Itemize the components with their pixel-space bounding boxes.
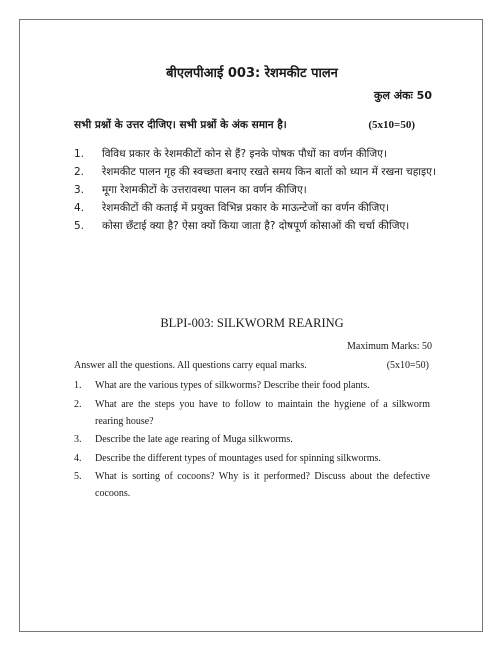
hindi-question [74, 219, 436, 234]
hindi-instructions: सभी प्रश्नों के उत्तर दीजिए। सभी प्रश्नों के अंक समान है। [74, 119, 287, 131]
english-instructions: Answer all the questions. All questions carry equal marks. [74, 360, 307, 371]
question-text: विविध प्रकार के रेशमकीटों कोन से हैं? इनके पोषक पौधों का वर्णन कीजिए। [102, 148, 387, 160]
hindi-question-list [74, 147, 436, 237]
question-number: 2. [74, 398, 82, 410]
english-question [74, 396, 430, 430]
question-text: What is sorting of cocoons? Why is it performed? Discuss about the defective cocoons. [95, 471, 430, 499]
question-text: रेशमकीटों की कताई में प्रयुक्त विभिन्न प्रकार के माऊन्टेजों का वर्णन कीजिए। [102, 202, 390, 214]
question-text: Describe the late age rearing of Muga silkworms. [95, 434, 293, 445]
question-text: What are the various types of silkworms? Describe their food plants. [95, 380, 370, 391]
hindi-question [74, 147, 436, 162]
english-question-list [74, 377, 430, 504]
question-number: 1. [74, 148, 85, 160]
question-text: Describe the different types of mountages used for spinning silkworms. [95, 452, 381, 464]
english-question [74, 450, 430, 467]
question-number: 5. [74, 220, 85, 232]
question-number: 4. [74, 452, 82, 464]
question-number: 3. [74, 184, 85, 196]
hindi-question [74, 165, 436, 180]
english-question [74, 431, 430, 448]
question-number: 2. [74, 166, 85, 178]
hindi-instructions-marks: (5x10=50) [368, 119, 415, 131]
english-max-marks: Maximum Marks: 50 [347, 341, 432, 352]
question-number: 1. [74, 380, 82, 391]
question-number: 5. [74, 471, 82, 482]
question-text: रेशमकीट पालन गृह की स्वच्छता बनाए रखते समय किन बातों को ध्यान में रखना चहाइए। [102, 166, 436, 178]
english-question [74, 468, 430, 502]
english-title: BLPI-003: SILKWORM REARING [160, 316, 344, 330]
hindi-question [74, 201, 436, 216]
english-instructions-marks: (5x10=50) [386, 360, 429, 371]
question-text: मूगा रेशमकीटों के उत्तरावस्था पालन का वर्णन कीजिए। [102, 184, 307, 196]
hindi-title: बीएलपीआई 003: रेशमकीट पालन [166, 66, 338, 81]
question-text: What are the steps you have to follow to maintain the hygiene of a silkworm rearing house? [95, 398, 430, 427]
question-number: 3. [74, 434, 82, 445]
question-text: कोसा छँटाई क्या है? ऐसा क्यों किया जाता है? दोषपूर्ण कोसाओं की चर्चा कीजिए। [102, 220, 410, 232]
question-number: 4. [74, 202, 85, 214]
hindi-question [74, 183, 436, 198]
hindi-max-marks: कुल अंकः 50 [374, 89, 432, 102]
english-question [74, 377, 430, 394]
